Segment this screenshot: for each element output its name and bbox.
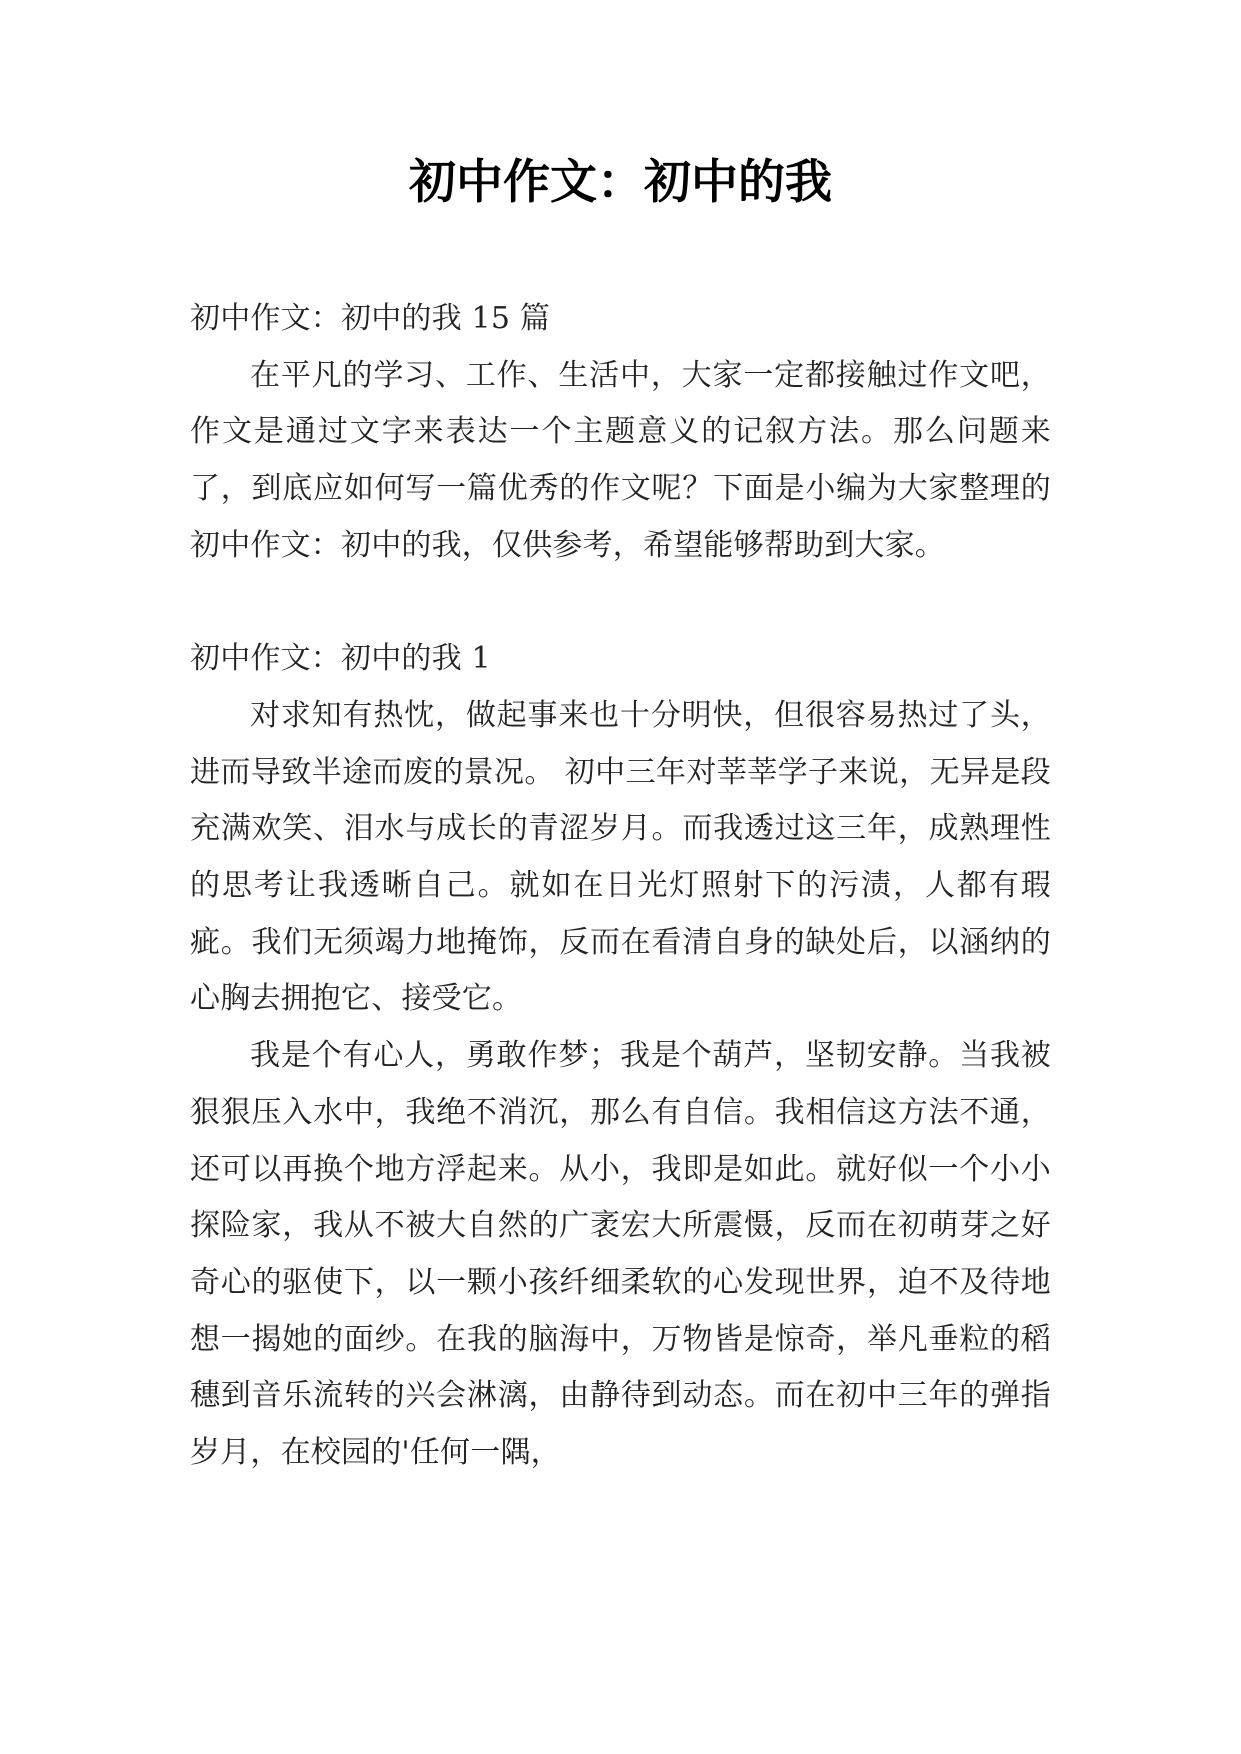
intro-paragraph: 在平凡的学习、工作、生活中，大家一定都接触过作文吧，作文是通过文字来表达一个主题意义的记叙方法。那么问题来了，到底应如何写一篇优秀的作文呢？下面是小编为大家整理的初中作文：初中的我，仅供参考，希望能够帮助到大家。 bbox=[190, 357, 1051, 563]
intro-heading: 初中作文：初中的我 15 篇 bbox=[190, 301, 551, 336]
section-heading: 初中作文：初中的我 1 bbox=[190, 641, 491, 677]
document-body bbox=[190, 291, 1051, 1482]
body-paragraph: 对求知有热忱，做起事来也十分明快，但很容易热过了头，进而导致半途而废的景况。 初中三年对莘莘学子来说，无异是段充满欢笑、泪水与成长的青涩岁月。而我透过这三年，成熟理性的思考让我透晰自己。就如在日光灯照射下的污渍，人都有瑕疵。我们无须竭力地掩饰，反而在看清自身的缺处后，以涵纳的心胸去拥抱它、接受它。 bbox=[190, 697, 1051, 1017]
body-paragraph: 我是个有心人，勇敢作梦；我是个葫芦，坚韧安静。当我被狠狠压入水中，我绝不消沉，那么有自信。我相信这方法不通，还可以再换个地方浮起来。从小，我即是如此。就好似一个小小探险家，我从不被大自然的广袤宏大所震慑，反而在初萌芽之好奇心的驱使下，以一颗小孩纤细柔软的心发现世界，迫不及待地想一揭她的面纱。在我的脑海中，万物皆是惊奇，举凡垂粒的稻穗到音乐流转的兴会淋漓，由静待到动态。而在初中三年的弹指岁月，在校园的'任何一隅， bbox=[190, 1038, 1051, 1471]
document-title: 初中作文：初中的我 bbox=[409, 155, 832, 210]
section-spacer bbox=[190, 575, 1051, 632]
